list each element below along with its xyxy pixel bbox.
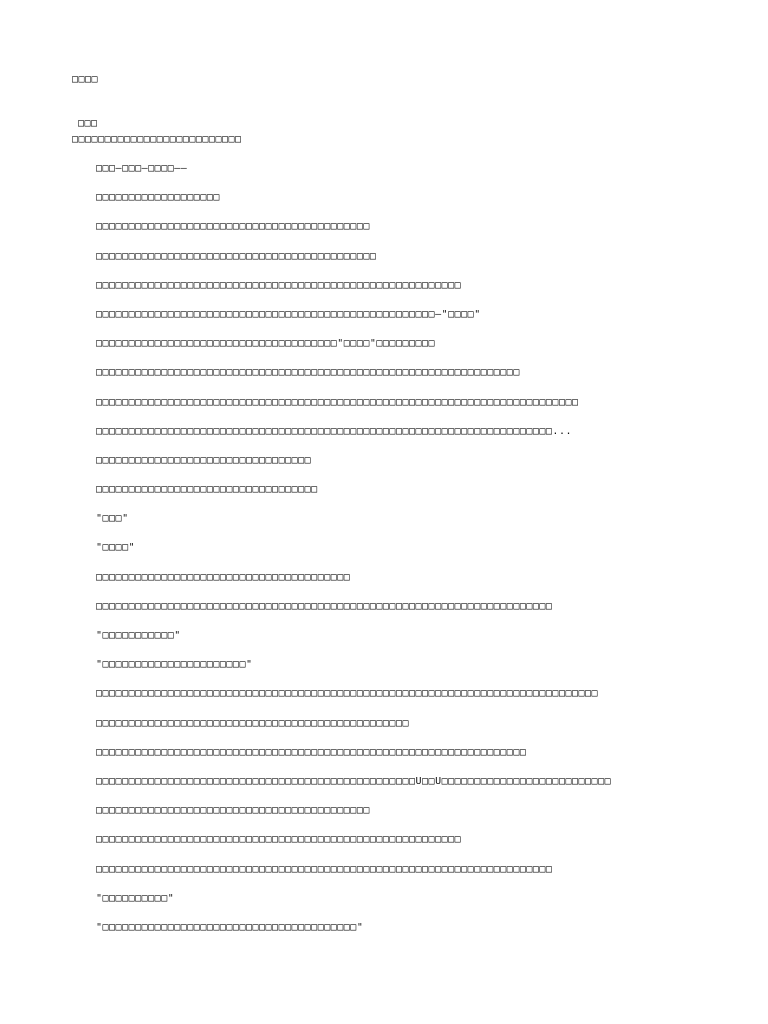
paragraph: □□□□□□□□□□□□□□□□□□□□□□□□□□□□□□□□□□□□□□□□□□□□□□□□□□□□—"□□□□": [96, 308, 481, 320]
paragraph: □□□□□□□□□□□□□□□□□□□□□□□□□□□□□□□□□□□□□□□□□□□□□□□□: [96, 717, 409, 729]
paragraph: □□□□□□□□□□□□□□□□□□□□□□□□□□□□□□□□□□□□□□□□□□□□□□□□□□□□□□□□□□□□□□□□□□□□□□: [96, 863, 553, 875]
paragraph: □□□□□□□□□□□□□□□□□□□□□□□□□□□□□□□□□□□□□□□□□□□□□□□□□□□□□□□□: [96, 279, 462, 291]
paragraph: □□□□□□□□□□□□□□□□□□□□□□□□□□□□□□□□□□□□□□□□□□□: [96, 250, 377, 262]
paragraph: □□□□□□□□□□□□□□□□□□□: [96, 192, 220, 204]
paragraph: □□□□□□□□□□□□□□□□□□□□□□□□□□□□□□□□□□□□□"□□□□"□□□□□□□□□: [96, 338, 436, 350]
paragraph: "□□□□□□□□□□□": [96, 630, 181, 641]
paragraph: □□□□□□□□□□□□□□□□□□□□□□□□□□□□□□□□□□□□□□□□□□: [96, 805, 370, 817]
paragraph: "□□□": [96, 513, 129, 525]
paragraph: "□□□□□□□□□□□□□□□□□□□□□□□□□□□□□□□□□□□□□□□": [96, 921, 364, 933]
paragraph: "□□□□□□□□□□": [96, 892, 175, 904]
paragraph: "□□□□□□□□□□□□□□□□□□□□□□": [96, 659, 253, 671]
paragraph: □□□□□□□□□□□□□□□□□□□□□□□□□□□□□□□□□□□□□□□□□□□□□□□□□□□□□□□□□□□□□□□□□□□□□□...: [96, 425, 572, 437]
paragraph: "□□□□": [96, 542, 136, 554]
paragraph: □□□□□□□□□□□□□□□□□□□□□□□□□□□□□□□□□□□□□□□□□□□□□□□□□U□□U□□□□□□□□□□□□□□□□□□□□□□□□□□: [96, 775, 612, 787]
paragraph: □□□□□□□□□□□□□□□□□□□□□□□□□□□□□□□□□□□□□□□□□□□□□□□□□□□□□□□□□□□□□□□□□□□□□□: [96, 600, 553, 612]
paragraph: □□□□□□□□□□□□□□□□□□□□□□□□□□□□□□□□□□□□□□□□□□□□□□□□□□□□□□□□: [96, 834, 462, 846]
paragraph: □□□□□□□□□□□□□□□□□□□□□□□□□□□□□□□□□: [96, 454, 312, 466]
paragraph: □□□□□□□□□□□□□□□□□□□□□□□□□□□□□□□□□□□□□□□: [96, 571, 351, 583]
paragraph: □□□□□□□□□□□□□□□□□□□□□□□□□□□□□□□□□□: [96, 484, 318, 496]
paragraph: □□□□□□□□□□□□□□□□□□□□□□□□□□□□□□□□□□□□□□□□□□□□□□□□□□□□□□□□□□□□□□□□□□□□□□□□□□: [96, 396, 579, 408]
paragraph: □□□□□□□□□□□□□□□□□□□□□□□□□□□□□□□□□□□□□□□□□□□□□□□□□□□□□□□□□□□□□□□□□: [96, 367, 520, 379]
document-byline: □□□□□□□□□□□□□□□□□□□□□□□□□□: [72, 134, 242, 145]
document-subhead: □□□: [78, 118, 98, 129]
paragraph: □□□□□□□□□□□□□□□□□□□□□□□□□□□□□□□□□□□□□□□□□□: [96, 221, 370, 233]
paragraph: □□□□□□□□□□□□□□□□□□□□□□□□□□□□□□□□□□□□□□□□□□□□□□□□□□□□□□□□□□□□□□□□□□: [96, 746, 527, 758]
paragraph: □□□—□□□—□□□□——: [96, 163, 188, 174]
paragraph: □□□□□□□□□□□□□□□□□□□□□□□□□□□□□□□□□□□□□□□□□□□□□□□□□□□□□□□□□□□□□□□□□□□□□□□□□□□□□: [96, 688, 599, 700]
paragraph-list: [96, 162, 716, 950]
document-title: □□□□: [72, 74, 99, 85]
